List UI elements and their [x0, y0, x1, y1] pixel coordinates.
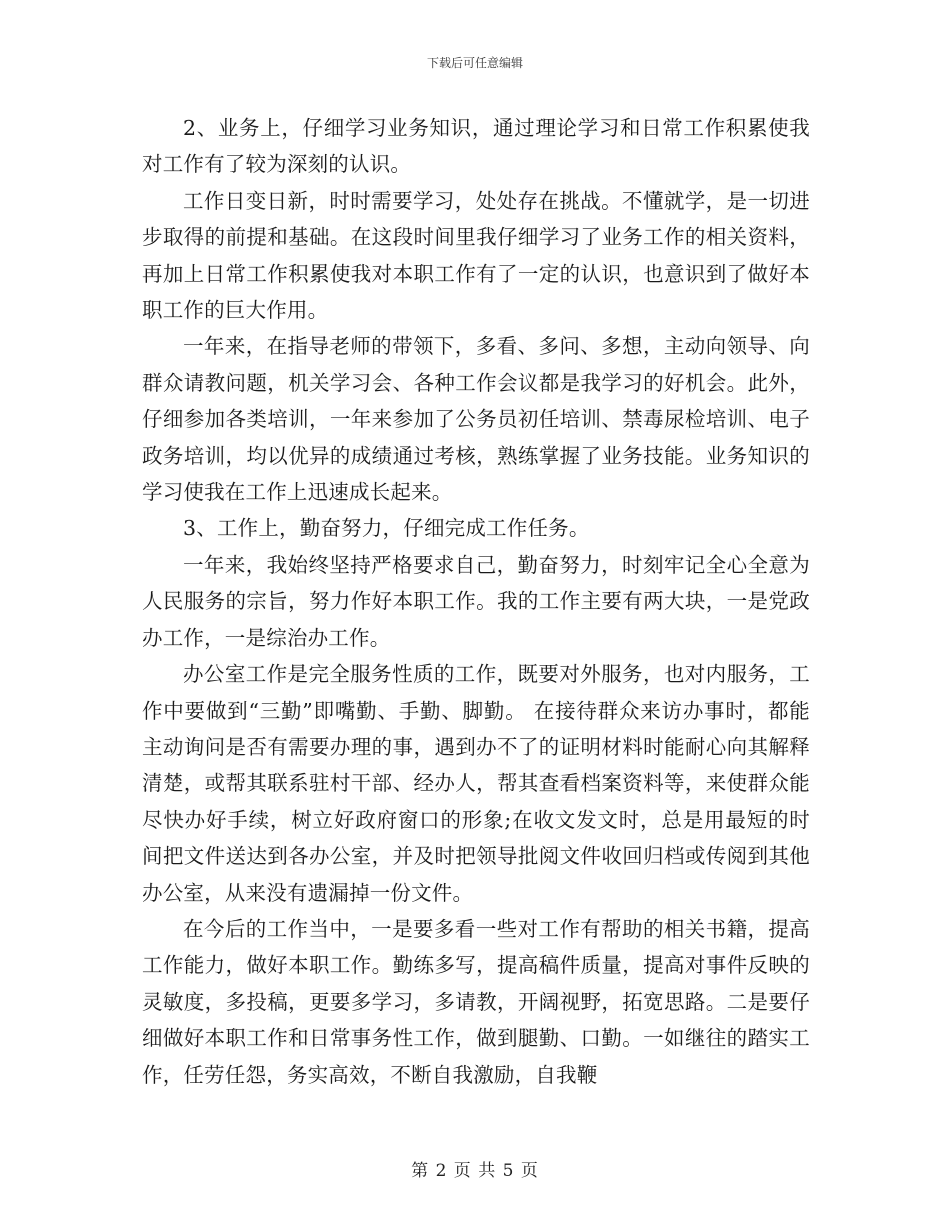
page-number: 第 2 页 共 5 页	[411, 1161, 539, 1181]
paragraph-business-heading: 2、业务上，仔细学习业务知识，通过理论学习和日常工作积累使我对工作有了较为深刻的认识。	[142, 116, 810, 177]
paragraph-training: 一年来，在指导老师的带领下，多看、多问、多想，主动向领导、向群众请教问题，机关学习会、各种工作会议都是我学习的好机会。此外，仔细参加各类培训，一年来参加了公务员初任培训、禁毒尿检培训、电子政务培训，均以优异的成绩通过考核，熟练掌握了业务技能。业务知识的学习使我在工作上迅速成长起来。	[142, 334, 810, 505]
document-body	[142, 110, 810, 1093]
paragraph-diligence: 一年来，我始终坚持严格要求自己，勤奋努力，时刻牢记全心全意为人民服务的宗旨，努力作好本职工作。我的工作主要有两大块，一是党政办工作，一是综治办工作。	[142, 552, 810, 650]
paragraph-future-plans: 在今后的工作当中，一是要多看一些对工作有帮助的相关书籍，提高工作能力，做好本职工作。勤练多写，提高稿件质量，提高对事件反映的灵敏度，多投稿，更要多学习，多请教，开阔视野，拓宽思路。二是要仔细做好本职工作和日常事务性工作，做到腿勤、口勤。一如继往的踏实工作，任劳任怨，务实高效，不断自我激励，自我鞭	[142, 916, 810, 1087]
paragraph-office-work: 办公室工作是完全服务性质的工作，既要对外服务，也对内服务，工作中要做到“三勤”即嘴勤、手勤、脚勤。 在接待群众来访办事时，都能主动询问是否有需要办理的事，遇到办不了的证明材料时能耐心向其解释清楚，或帮其联系驻村干部、经办人，帮其查看档案资料等，来使群众能尽快办好手续，树立好政府窗口的形象;在收文发文时，总是用最短的时间把文件送达到各办公室，并及时把领导批阅文件收回归档或传阅到其他办公室，从来没有遗漏掉一份文件。	[142, 662, 810, 905]
page-header-note: 下载后可任意编辑	[426, 56, 523, 70]
paragraph-learning: 工作日变日新，时时需要学习，处处存在挑战。不懂就学，是一切进步取得的前提和基础。在这段时间里我仔细学习了业务工作的相关资料，再加上日常工作积累使我对本职工作有了一定的认识，也意识到了做好本职工作的巨大作用。	[142, 188, 810, 323]
paragraph-work-heading: 3、工作上，勤奋努力，仔细完成工作任务。	[183, 516, 590, 541]
